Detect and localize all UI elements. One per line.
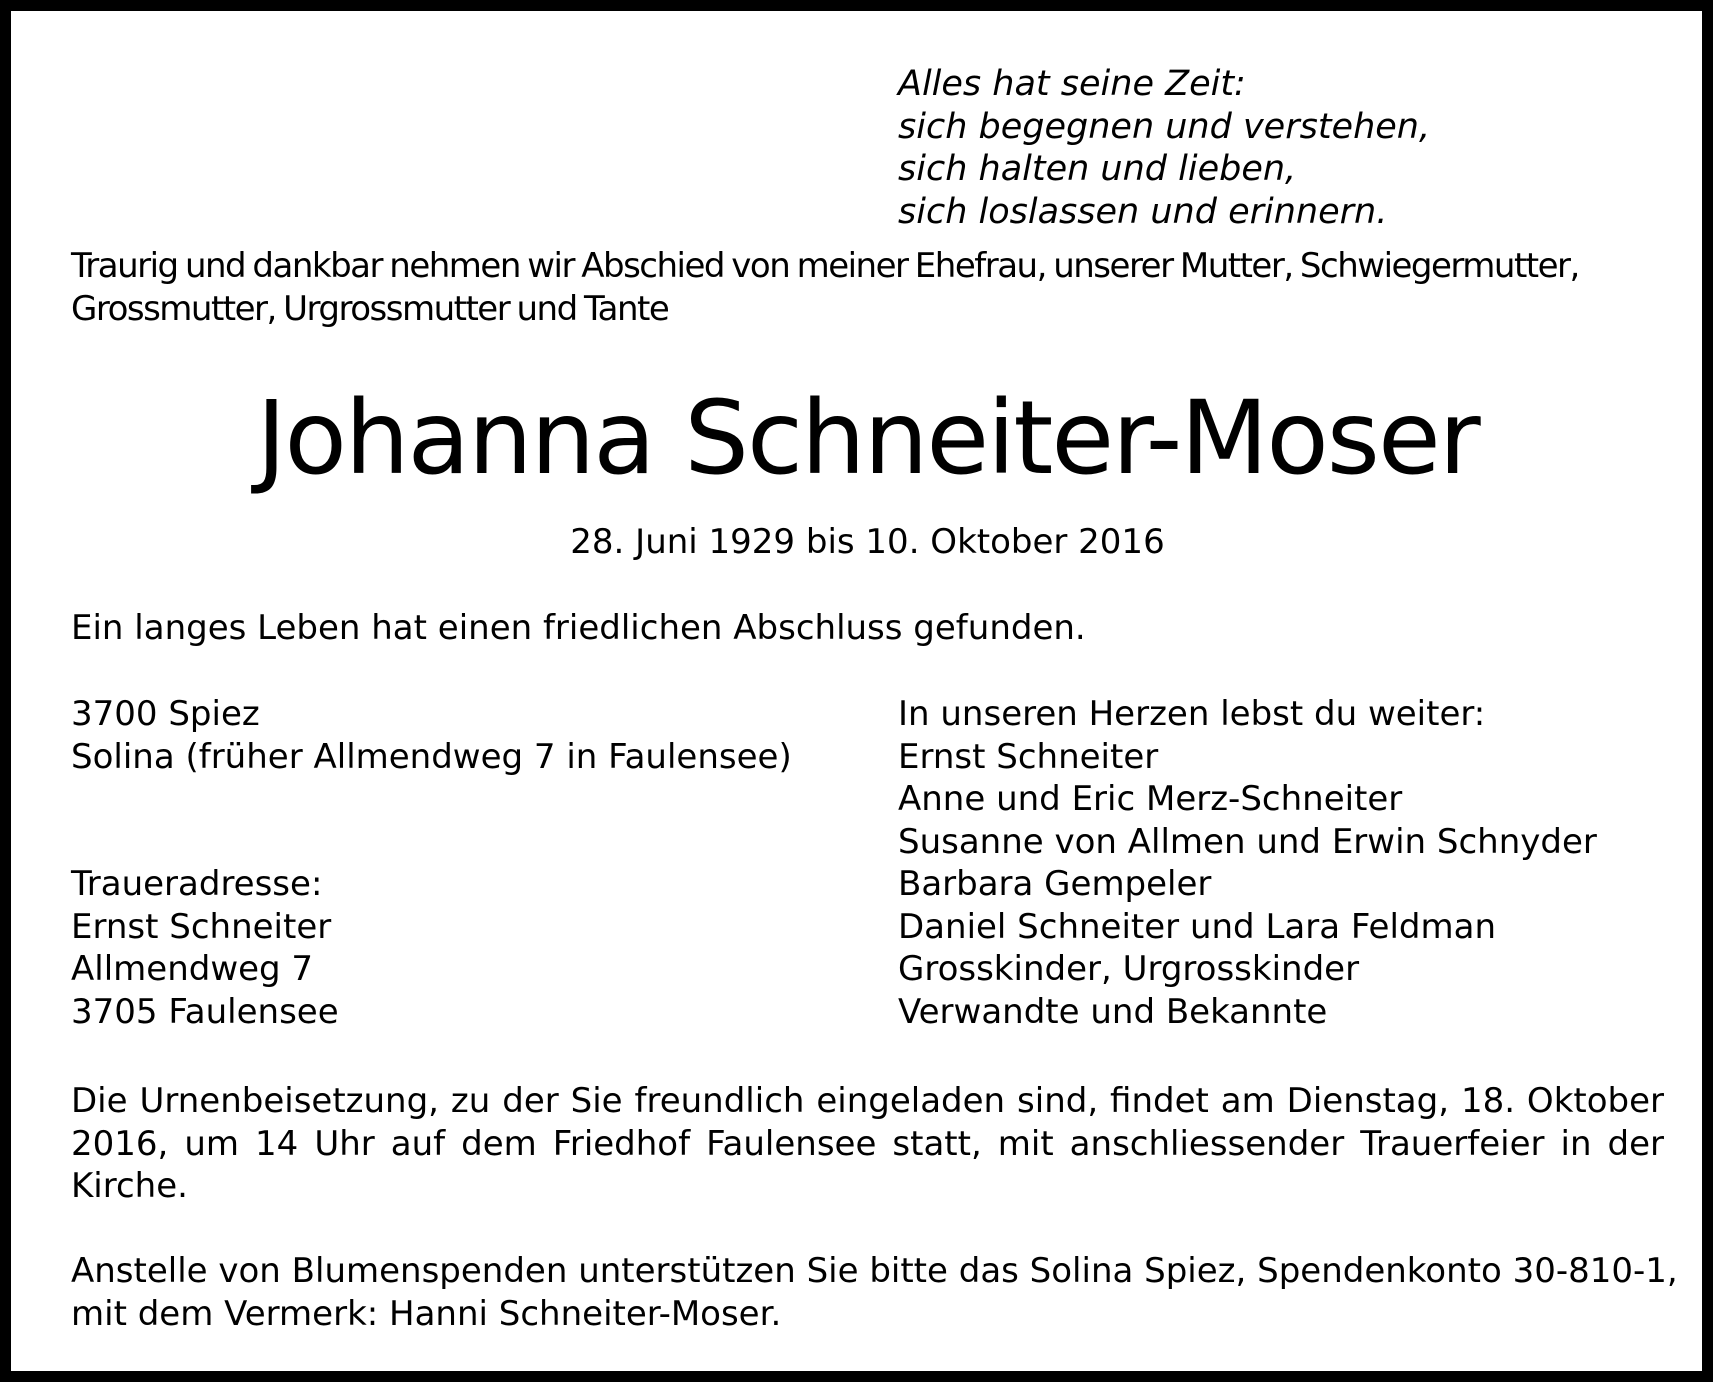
mourner-entry: Anne und Eric Merz-Schneiter	[898, 779, 1403, 819]
motto-line: Alles hat seine Zeit:	[898, 64, 1246, 104]
life-dates: 28. Juni 1929 bis 10. Oktober 2016	[570, 522, 1165, 562]
donation-line-1: Anstelle von Blumenspenden unterstützen Sie bitte das Solina Spiez, Spendenkonto 30-810-1,	[71, 1251, 1678, 1291]
mourner-entry: Susanne von Allmen und Erwin Schnyder	[898, 821, 1597, 862]
deceased-name: Johanna Schneiter-Moser	[256, 379, 1479, 498]
mourning-address-name: Ernst Schneiter	[71, 906, 332, 947]
mourner-entry: Grosskinder, Urgrosskinder	[898, 949, 1360, 989]
residence-line-2: Solina (früher Allmendweg 7 in Faulensee)	[71, 736, 792, 777]
intro-line-1: Traurig und dankbar nehmen wir Abschied von meiner Ehefrau, unserer Mutter, Schwiegermutter,	[71, 246, 1579, 286]
motto-line: sich halten und lieben,	[898, 149, 1297, 189]
motto-line: sich begegnen und verstehen,	[898, 106, 1431, 147]
mourning-address-city: 3705 Faulensee	[71, 991, 339, 1032]
mourner-entry: Verwandte und Bekannte	[898, 991, 1328, 1032]
address-column	[71, 693, 871, 1033]
motto-verse	[898, 63, 1658, 233]
burial-notice: Die Urnenbeisetzung, zu der Sie freundlich eingeladen sind, findet am Dienstag, 18. Oktober 2016, um 14 Uhr auf dem Friedhof Faulensee statt, mit anschliessender Trauerfeier in der Kirche.	[71, 1081, 1664, 1206]
mourner-entry: Ernst Schneiter	[898, 736, 1159, 777]
residence-line-1: 3700 Spiez	[71, 694, 260, 734]
spacer	[71, 778, 871, 863]
intro-text	[71, 245, 1671, 331]
intro-line-2: Grossmutter, Urgrossmutter und Tante	[71, 289, 669, 329]
closing-sentence: Ein langes Leben hat einen friedlichen Abschluss gefunden.	[71, 608, 1086, 648]
donation-notice	[71, 1250, 1678, 1335]
motto-line: sich loslassen und erinnern.	[898, 191, 1388, 232]
mourner-entry: Daniel Schneiter und Lara Feldman	[898, 906, 1496, 947]
mourners-list	[898, 693, 1698, 1033]
mourning-address-label: Traueradresse:	[71, 864, 323, 904]
donation-line-2: mit dem Vermerk: Hanni Schneiter-Moser.	[71, 1293, 782, 1334]
mourning-address-street: Allmendweg 7	[71, 949, 314, 989]
mourner-entry: Barbara Gempeler	[898, 864, 1212, 904]
mourners-heading: In unseren Herzen lebst du weiter:	[898, 694, 1486, 734]
